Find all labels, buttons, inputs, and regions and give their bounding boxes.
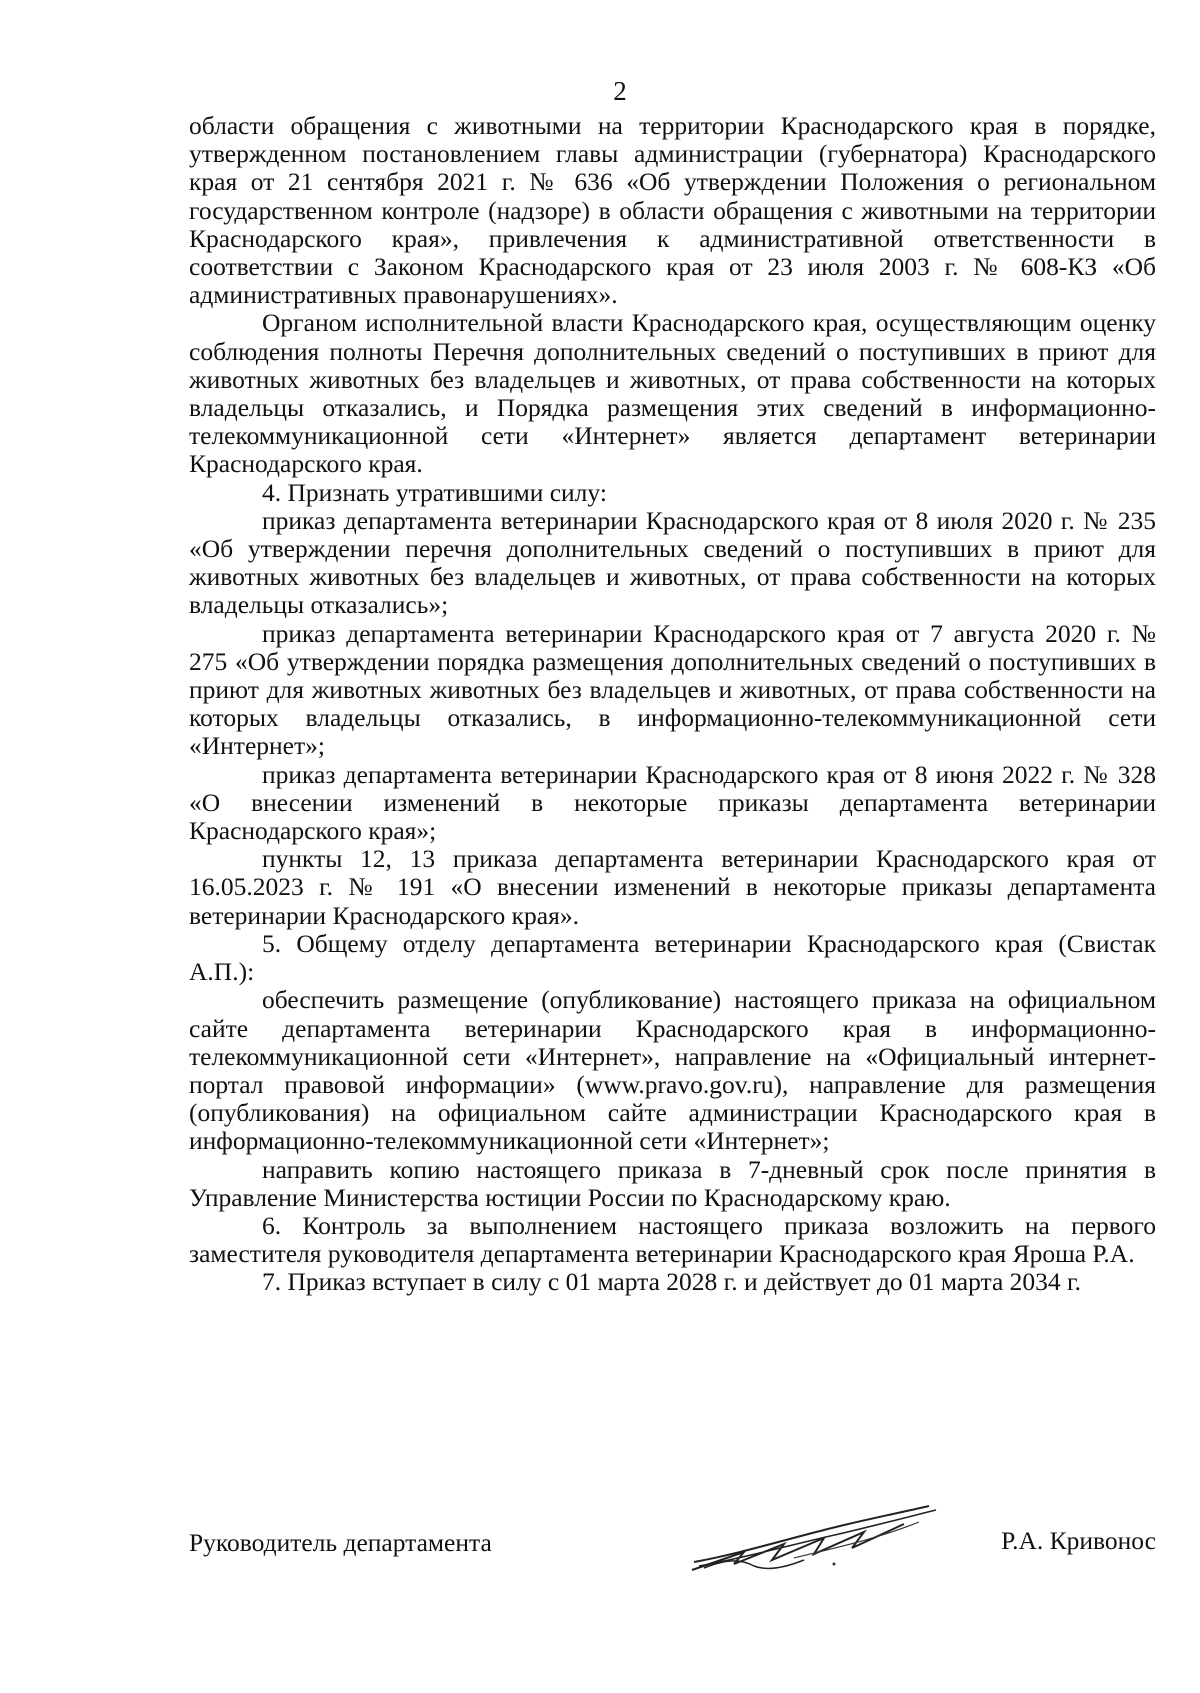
paragraph-item-5: 5. Общему отделу департамента ветеринарии Краснодарского края (Свистак А.П.): [189,928,1156,987]
handwritten-signature [674,1500,944,1580]
paragraph: приказ департамента ветеринарии Краснодарского края от 8 июля 2020 г. № 235 «Об утверждении перечня дополнительных сведений о поступивших в приют для животных животных без владельцев и животных, от права собственности на которых владельцы отказались»; [189,505,1156,620]
paragraph-item-4: 4. Признать утратившими силу: [262,477,607,507]
signature-block [189,1500,1156,1580]
signatory-position: Руководитель департамента [189,1528,492,1557]
page-number: 2 [613,76,627,106]
paragraph: Органом исполнительной власти Краснодарского края, осуществляющим оценку соблюдения полноты Перечня дополнительных сведений о поступивших в приют для животных животных без владельцев и животных, от права собственности на которых владельцы отказались, и Порядка размещения этих сведений в информационно-телекоммуникационной сети «Интернет» является департамент ветеринарии Краснодарского края. [189,308,1156,479]
paragraph: приказ департамента ветеринарии Краснодарского края от 7 августа 2020 г. № 275 «Об утверждении порядка размещения дополнительных сведений о поступивших в приют для животных животных без владельцев и животных, от права собственности на которых владельцы отказались, в информационно-телекоммуникационной сети «Интернет»; [189,618,1156,761]
paragraph-item-6: 6. Контроль за выполнением настоящего приказа возложить на первого заместителя руководителя департамента ветеринарии Краснодарского края Ярошa Р.А. [189,1210,1156,1269]
paragraph: направить копию настоящего приказа в 7-дневный срок после принятия в Управление Министерства юстиции России по Краснодарскому краю. [189,1154,1156,1212]
paragraph: пункты 12, 13 приказа департамента ветеринарии Краснодарского края от 16.05.2023 г. № 191 «О внесении изменений в некоторые приказы департамента ветеринарии Краснодарского края». [189,844,1156,930]
document-body [189,112,1156,1297]
paragraph: области обращения с животными на территории Краснодарского края в порядке, утвержденном постановлением главы администрации (губернатора) Краснодарского края от 21 сентября 2021 г. № 636 «Об утверждении Положения о региональном государственном контроле (надзоре) в области обращения с животными на территории Краснодарского края», привлечения к административной ответственности в соответствии с Законом Краснодарского края от 23 июля 2003 г. № 608-КЗ «Об административных правонарушениях». [189,111,1156,310]
paragraph: обеспечить размещение (опубликование) настоящего приказа на официальном сайте департамента ветеринарии Краснодарского края в информационно-телекоммуникационной сети «Интернет», направление на «Официальный интернет-портал правовой информации» (www.pravo.gov.ru), направление для размещения (опубликования) на официальном сайте администрации Краснодарского края в информационно-телекоммуникационной сети «Интернет»; [189,985,1156,1156]
paragraph: приказ департамента ветеринарии Краснодарского края от 8 июня 2022 г. № 328 «О внесении изменений в некоторые приказы департамента ветеринарии Краснодарского края»; [189,759,1156,846]
signatory-name: Р.А. Кривонос [1001,1526,1156,1555]
paragraph-item-7: 7. Приказ вступает в силу с 01 марта 2028 г. и действует до 01 марта 2034 г. [262,1267,1081,1297]
